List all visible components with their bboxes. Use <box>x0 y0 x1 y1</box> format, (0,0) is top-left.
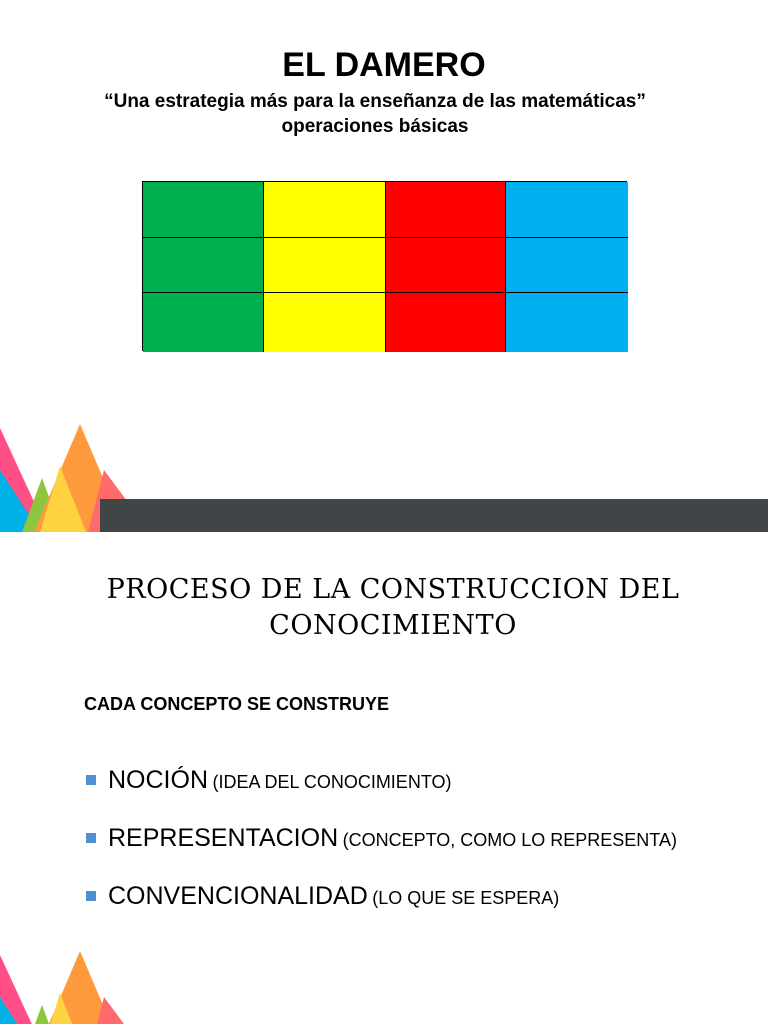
grid-cell <box>506 293 628 352</box>
grid-cell <box>506 182 628 238</box>
bullet-term: REPRESENTACION <box>108 824 339 852</box>
damero-grid <box>142 181 627 351</box>
grid-cell <box>386 182 506 238</box>
decorative-triangles <box>0 0 170 532</box>
slide-2 <box>0 532 768 1024</box>
bullet-detail: (LO QUE SE ESPERA) <box>372 888 560 908</box>
grid-cell <box>386 293 506 352</box>
grid-cell <box>264 182 386 238</box>
section-heading: CADA CONCEPTO SE CONSTRUYE <box>84 694 390 714</box>
decorative-bar <box>100 499 768 532</box>
bullet-item <box>84 820 677 878</box>
grid-cell <box>386 238 506 293</box>
slide-subtitle-secondary: operaciones básicas <box>281 116 469 137</box>
bullet-detail: (CONCEPTO, COMO LO REPRESENTA) <box>342 830 677 850</box>
bullet-term: CONVENCIONALIDAD <box>108 882 368 910</box>
slide-title-line: CONOCIMIENTO <box>269 610 517 641</box>
bullet-item <box>84 762 677 820</box>
bullet-item <box>84 878 677 936</box>
bullet-term: NOCIÓN <box>108 766 208 794</box>
slide-title: EL DAMERO <box>282 46 486 84</box>
grid-cell <box>264 293 386 352</box>
bullet-list <box>84 762 677 936</box>
bullet-detail: (IDEA DEL CONOCIMIENTO) <box>212 772 452 792</box>
grid-cell <box>264 238 386 293</box>
slide-title-line: PROCESO DE LA CONSTRUCCION DEL <box>106 574 680 605</box>
decorative-triangles <box>0 532 170 1024</box>
grid-cell <box>506 238 628 293</box>
slide-subtitle: “Una estrategia más para la enseñanza de las matemáticas” <box>104 91 646 112</box>
